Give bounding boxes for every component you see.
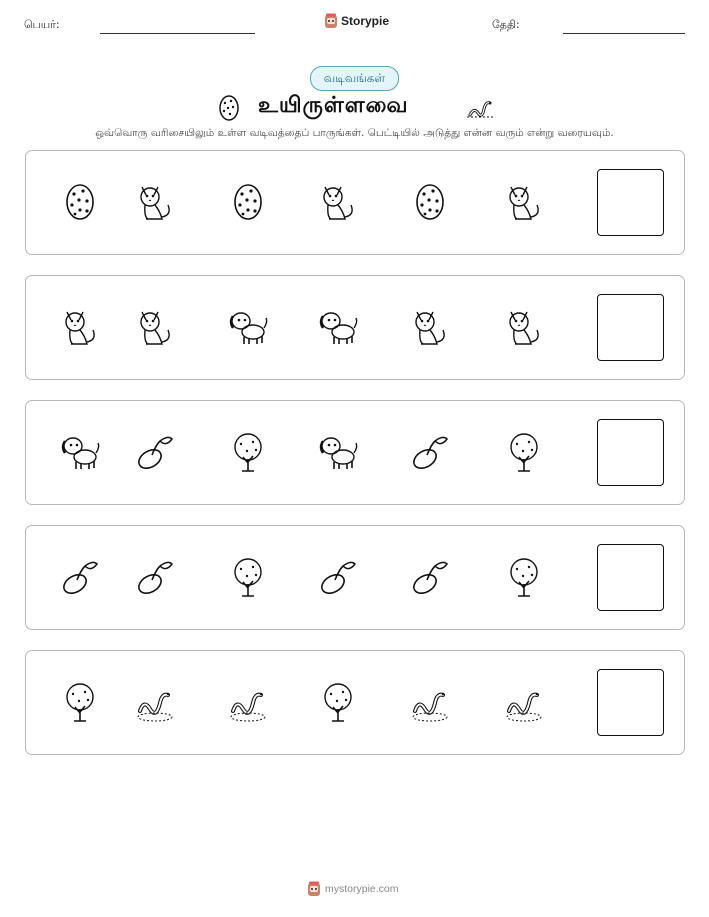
date-label: தேதி:	[492, 18, 520, 31]
pattern-row	[25, 150, 685, 255]
worm-icon	[227, 681, 269, 723]
cat-icon	[317, 181, 359, 223]
answer-box[interactable]	[597, 294, 664, 361]
cat-icon	[503, 181, 545, 223]
answer-box[interactable]	[597, 544, 664, 611]
tree-icon	[503, 556, 545, 598]
pattern-row	[25, 400, 685, 505]
topic-badge: வடிவங்கள்	[310, 66, 399, 91]
title-row	[0, 90, 709, 124]
worm-icon	[409, 681, 451, 723]
date-line[interactable]	[563, 33, 685, 34]
seed-icon	[59, 556, 101, 598]
cat-icon	[409, 306, 451, 348]
name-line[interactable]	[100, 33, 255, 34]
page-title: உயிருள்ளவை	[258, 93, 409, 118]
tree-icon	[59, 681, 101, 723]
cat-icon	[503, 306, 545, 348]
seed-icon	[317, 556, 359, 598]
footer	[307, 881, 399, 897]
answer-box[interactable]	[597, 419, 664, 486]
dog-icon	[317, 431, 359, 473]
worm-icon	[466, 95, 494, 119]
brand-name: Storypie	[341, 14, 390, 28]
cat-icon	[59, 306, 101, 348]
instructions: ஒவ்வொரு வரிசையிலும் உள்ள வடிவத்தைப் பாருங்கள். பெட்டியில் அடுத்து என்ன வரும் என்று வரையவும்.	[95, 127, 614, 139]
storypie-mascot-icon	[307, 881, 321, 897]
seed-icon	[134, 431, 176, 473]
egg-icon	[218, 93, 240, 121]
seed-icon	[409, 431, 451, 473]
dog-icon	[227, 306, 269, 348]
worm-icon	[134, 681, 176, 723]
dog-icon	[59, 431, 101, 473]
brand-logo	[324, 13, 389, 29]
cat-icon	[134, 306, 176, 348]
tree-icon	[503, 431, 545, 473]
tree-icon	[317, 681, 359, 723]
egg-icon	[227, 181, 269, 223]
cat-icon	[134, 181, 176, 223]
seed-icon	[409, 556, 451, 598]
storypie-mascot-icon	[324, 13, 338, 29]
tree-icon	[227, 431, 269, 473]
egg-icon	[409, 181, 451, 223]
name-label: பெயர்:	[24, 18, 60, 31]
pattern-row	[25, 650, 685, 755]
footer-url[interactable]: mystorypie.com	[325, 883, 399, 895]
dog-icon	[317, 306, 359, 348]
answer-box[interactable]	[597, 169, 664, 236]
egg-icon	[59, 181, 101, 223]
pattern-row	[25, 525, 685, 630]
seed-icon	[134, 556, 176, 598]
answer-box[interactable]	[597, 669, 664, 736]
tree-icon	[227, 556, 269, 598]
pattern-row	[25, 275, 685, 380]
worm-icon	[503, 681, 545, 723]
